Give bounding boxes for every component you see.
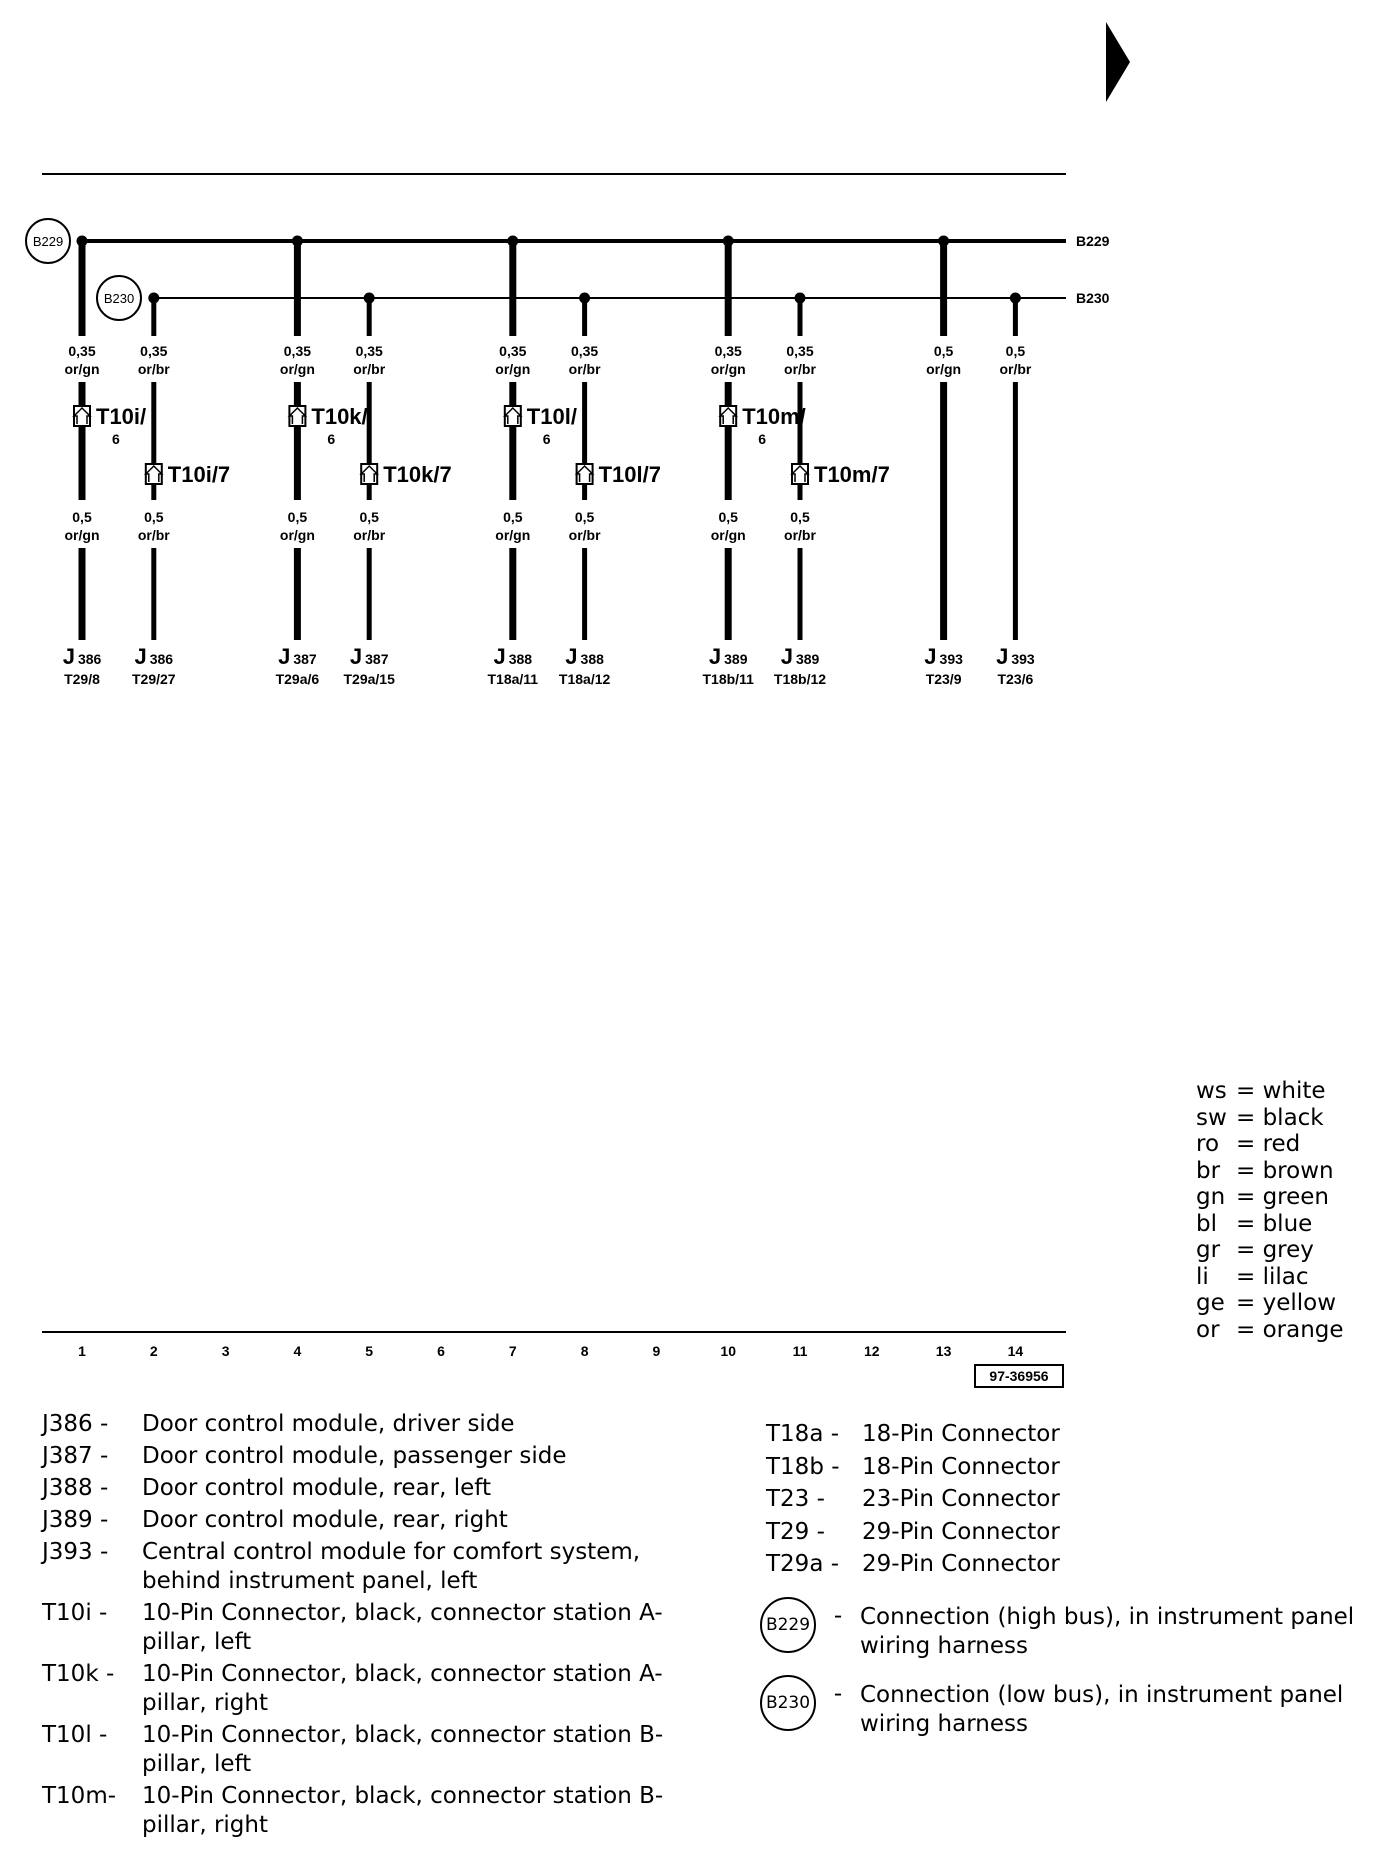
- scale-number: 4: [293, 1343, 302, 1359]
- wire-col-8: [559, 293, 661, 688]
- top-gauge-label: 0,35: [140, 343, 168, 359]
- legend-item: [766, 1548, 1366, 1581]
- bottom-color-label: or/br: [137, 527, 170, 543]
- wire-col-13: [924, 236, 963, 688]
- scale-number: 8: [580, 1343, 589, 1359]
- color-key-item: [1196, 1317, 1344, 1344]
- color-name: = blue: [1236, 1210, 1313, 1237]
- wire-col-5: [344, 293, 452, 688]
- bottom-gauge-label: 0,5: [144, 509, 164, 525]
- top-gauge-label: 0,35: [570, 343, 599, 359]
- legend-code: T10i -: [42, 1600, 108, 1626]
- scale-number: 2: [149, 1343, 158, 1359]
- color-key-item: [1196, 1184, 1344, 1211]
- component-legend-left: [42, 1410, 702, 1843]
- color-abbr: li: [1196, 1263, 1209, 1290]
- module-label: J 393: [924, 644, 963, 669]
- color-abbr: ro: [1196, 1131, 1220, 1157]
- bottom-gauge-label: 0,5: [574, 509, 595, 525]
- top-color-label: or/br: [353, 361, 386, 377]
- module-label: J 387: [349, 644, 389, 669]
- color-abbr: gr: [1196, 1237, 1221, 1263]
- color-abbr: gn: [1196, 1184, 1226, 1210]
- color-name: = red: [1236, 1131, 1301, 1157]
- bus-label-b230: B230: [1076, 290, 1110, 306]
- module-pin-label: T18b/11: [702, 671, 754, 687]
- bottom-color-label: or/br: [568, 527, 601, 543]
- color-key-item: [1196, 1131, 1344, 1158]
- legend-desc: Central control module for comfort system, behind instrument panel, left: [142, 1539, 641, 1594]
- legend-desc: 29-Pin Connector: [862, 1518, 1060, 1545]
- legend-desc: 10-Pin Connector, black, connector station A-pillar, right: [142, 1661, 663, 1716]
- legend-desc: Door control module, driver side: [142, 1411, 515, 1437]
- bottom-gauge-label: 0,5: [287, 509, 308, 525]
- legend-item: [42, 1599, 702, 1657]
- bottom-color-label: or/gn: [64, 527, 100, 543]
- legend-desc: Door control module, rear, left: [142, 1475, 491, 1501]
- connector-label: T10l/7: [598, 462, 661, 487]
- legend-desc: 18-Pin Connector: [862, 1421, 1060, 1447]
- connector-label: T10k/: [311, 404, 368, 429]
- legend-code: T10m-: [42, 1783, 117, 1809]
- bottom-color-label: or/br: [784, 527, 816, 543]
- top-color-label: or/br: [137, 361, 170, 377]
- top-color-label: or/gn: [64, 361, 100, 377]
- legend-item: [766, 1516, 1366, 1549]
- module-pin-label: T23/9: [925, 671, 962, 687]
- legend-desc: 23-Pin Connector: [862, 1486, 1060, 1512]
- legend-code: J388 -: [42, 1475, 109, 1501]
- bottom-color-label: or/gn: [710, 527, 746, 543]
- scale-number: 14: [1007, 1343, 1024, 1359]
- legend-desc: 10-Pin Connector, black, connector station A-pillar, left: [142, 1600, 663, 1655]
- legend-code: T23 -: [766, 1486, 825, 1512]
- wire-col-10: [703, 236, 806, 688]
- legend-code: J393 -: [42, 1539, 109, 1565]
- legend-dash: -: [833, 1680, 843, 1707]
- legend-item: [42, 1442, 702, 1471]
- module-pin-label: T23/6: [997, 671, 1034, 687]
- connector-pin-label: 6: [542, 431, 551, 447]
- bus-symbol-label-b230: B230: [103, 291, 135, 306]
- legend-code: T10k -: [42, 1661, 115, 1687]
- top-gauge-label: 0,5: [1005, 343, 1026, 359]
- component-legend-right: [766, 1418, 1366, 1739]
- bottom-gauge-label: 0,5: [503, 509, 523, 525]
- connector-label: T10i/7: [167, 462, 231, 487]
- module-pin-label: T29/27: [132, 671, 176, 687]
- connector-label: T10m/: [742, 404, 806, 429]
- color-key-item: [1196, 1158, 1344, 1185]
- bottom-color-label: or/gn: [279, 527, 315, 543]
- module-label: J 386: [134, 644, 174, 669]
- color-key-item: [1196, 1105, 1344, 1132]
- legend-code: J387 -: [42, 1443, 109, 1469]
- legend-item: [42, 1660, 702, 1718]
- legend-item: [766, 1418, 1366, 1451]
- module-label: J 389: [780, 644, 820, 669]
- color-name: = green: [1236, 1184, 1330, 1210]
- scale-number: 1: [78, 1343, 86, 1359]
- color-abbr: or: [1196, 1316, 1220, 1343]
- top-gauge-label: 0,35: [786, 343, 814, 359]
- color-name: = brown: [1236, 1157, 1334, 1184]
- top-gauge-label: 0,35: [355, 343, 383, 359]
- connection-symbol-icon: B229: [760, 1597, 816, 1653]
- top-gauge-label: 0,35: [283, 343, 312, 359]
- bus-symbol-label-b229: B229: [32, 234, 64, 249]
- connector-label: T10k/7: [383, 462, 452, 487]
- bottom-gauge-label: 0,5: [790, 509, 810, 525]
- legend-connection-item: [766, 1603, 1366, 1661]
- module-pin-label: T18b/12: [773, 671, 827, 687]
- bottom-gauge-label: 0,5: [72, 509, 92, 525]
- legend-item: [42, 1538, 702, 1596]
- top-color-label: or/gn: [279, 361, 315, 377]
- top-gauge-label: 0,35: [714, 343, 742, 359]
- connector-label: T10i/: [96, 404, 147, 429]
- legend-item: [42, 1410, 702, 1439]
- legend-item: [42, 1474, 702, 1503]
- top-color-label: or/gn: [710, 361, 746, 377]
- connector-pin-label: 6: [327, 431, 336, 447]
- bottom-gauge-label: 0,5: [718, 509, 738, 525]
- scale-number: 3: [221, 1343, 230, 1359]
- reference-number: 97-36956: [974, 1364, 1064, 1388]
- connector-label: T10l/: [526, 404, 577, 429]
- wire-col-7: [487, 236, 576, 688]
- module-label: J 388: [565, 644, 604, 669]
- scale-number: 9: [652, 1343, 661, 1359]
- color-abbr: bl: [1196, 1210, 1217, 1237]
- wire-col-11: [774, 293, 890, 688]
- color-name: = grey: [1236, 1237, 1314, 1263]
- top-gauge-label: 0,5: [933, 343, 954, 359]
- wire-col-4: [276, 236, 368, 688]
- legend-desc: Door control module, passenger side: [142, 1443, 567, 1469]
- color-name: = white: [1236, 1078, 1326, 1104]
- legend-code: T29 -: [766, 1518, 825, 1545]
- connector-pin-label: 6: [758, 431, 766, 447]
- legend-code: T18b -: [766, 1453, 840, 1480]
- scale-number: 10: [720, 1343, 736, 1359]
- color-name: = yellow: [1236, 1290, 1337, 1316]
- top-gauge-label: 0,35: [499, 343, 527, 359]
- top-color-label: or/br: [999, 361, 1032, 377]
- color-key-item: [1196, 1237, 1344, 1264]
- legend-desc: Door control module, rear, right: [142, 1507, 508, 1533]
- legend-item: [766, 1483, 1366, 1516]
- module-pin-label: T29a/6: [275, 671, 320, 687]
- scale-number: 5: [365, 1343, 374, 1359]
- color-name: = orange: [1236, 1316, 1344, 1343]
- color-abbr: br: [1196, 1157, 1221, 1184]
- legend-code: J386 -: [42, 1411, 109, 1437]
- top-gauge-label: 0,35: [68, 343, 96, 359]
- module-label: J 389: [708, 644, 748, 669]
- module-pin-label: T29a/15: [343, 671, 395, 687]
- color-key-item: [1196, 1211, 1344, 1238]
- scale-number: 11: [792, 1343, 808, 1359]
- color-abbr: sw: [1196, 1104, 1227, 1131]
- module-pin-label: T18a/12: [558, 671, 611, 687]
- scale-number: 6: [437, 1343, 445, 1359]
- legend-desc: 10-Pin Connector, black, connector station B-pillar, left: [142, 1722, 664, 1777]
- connection-symbol-icon: B230: [760, 1675, 816, 1731]
- module-pin-label: T18a/11: [487, 671, 539, 687]
- legend-item: [766, 1451, 1366, 1484]
- color-key: [1196, 1078, 1344, 1343]
- color-name: = black: [1236, 1104, 1324, 1131]
- connector-label: T10m/7: [814, 462, 890, 487]
- module-label: J 386: [62, 644, 102, 669]
- top-color-label: or/gn: [495, 361, 531, 377]
- legend-code: T29a -: [766, 1551, 840, 1577]
- color-key-item: [1196, 1078, 1344, 1105]
- legend-desc: 29-Pin Connector: [862, 1551, 1060, 1577]
- legend-desc: Connection (low bus), in instrument panel wiring harness: [860, 1681, 1344, 1737]
- module-label: J 387: [278, 644, 317, 669]
- legend-item: [42, 1506, 702, 1535]
- legend-code: J389 -: [42, 1507, 109, 1533]
- top-color-label: or/br: [784, 361, 816, 377]
- legend-code: T18a -: [766, 1421, 840, 1447]
- color-name: = lilac: [1236, 1263, 1309, 1290]
- color-abbr: ge: [1196, 1290, 1225, 1316]
- module-pin-label: T29/8: [64, 671, 100, 687]
- module-label: J 393: [996, 644, 1035, 669]
- scale-number: 12: [864, 1343, 880, 1359]
- color-key-item: [1196, 1290, 1344, 1317]
- scale-number: 7: [508, 1343, 517, 1359]
- top-color-label: or/gn: [926, 361, 962, 377]
- wire-col-2: [132, 293, 230, 688]
- legend-desc: 18-Pin Connector: [862, 1453, 1060, 1480]
- top-color-label: or/br: [568, 361, 601, 377]
- connector-pin-label: 6: [112, 431, 120, 447]
- legend-desc: Connection (high bus), in instrument panel wiring harness: [860, 1603, 1355, 1659]
- bottom-color-label: or/br: [353, 527, 386, 543]
- color-abbr: ws: [1196, 1078, 1227, 1104]
- legend-connection-item: [766, 1681, 1366, 1739]
- legend-item: [42, 1782, 702, 1840]
- color-key-item: [1196, 1264, 1344, 1291]
- legend-code: T10l -: [42, 1722, 108, 1748]
- bottom-color-label: or/gn: [495, 527, 531, 543]
- scale-number: 13: [935, 1343, 952, 1359]
- legend-item: [42, 1721, 702, 1779]
- legend-dash: -: [833, 1602, 843, 1629]
- module-label: J 388: [493, 644, 533, 669]
- bus-label-b229: B229: [1076, 233, 1110, 249]
- bottom-gauge-label: 0,5: [359, 509, 379, 525]
- legend-desc: 10-Pin Connector, black, connector station B-pillar, right: [142, 1783, 664, 1838]
- wire-col-14: [996, 293, 1035, 688]
